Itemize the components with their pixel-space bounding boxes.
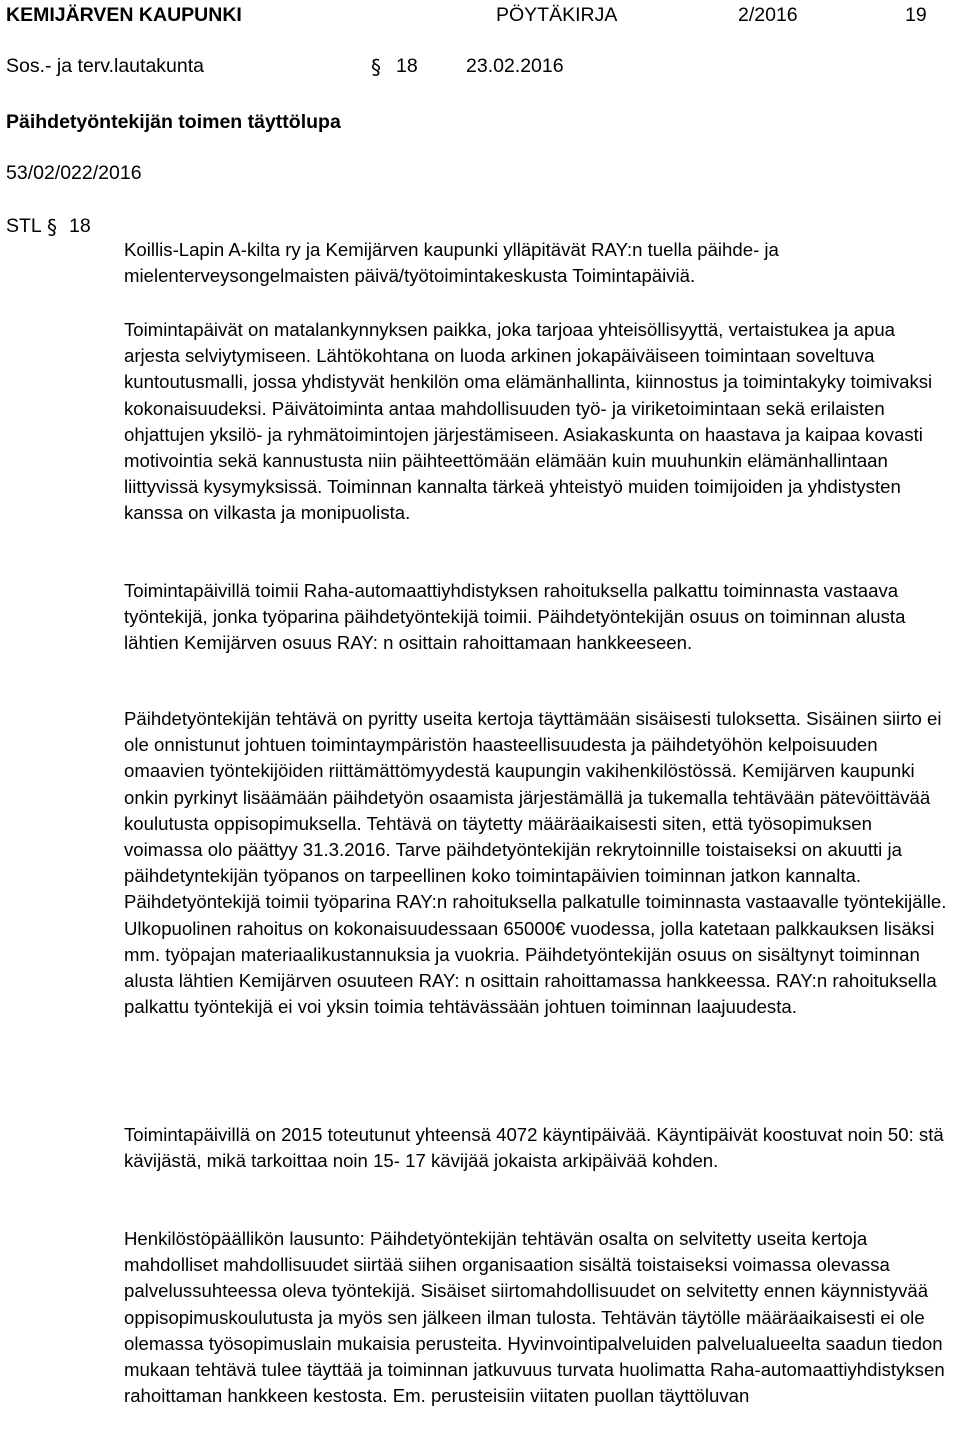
section-symbol: § <box>371 55 381 79</box>
document-number: 2/2016 <box>738 4 798 26</box>
paragraph-5: Toimintapäivillä on 2015 toteutunut yhteensä 4072 käyntipäivää. Käyntipäivät koostuvat noin 50: stä kävijästä, mikä tarkoittaa noin 15- 17 kävijää jokaista arkipäivää kohden. <box>124 1124 944 1172</box>
paragraph-6: Henkilöstöpäällikön lausunto: Päihdetyöntekijän tehtävän osalta on selvitetty useita kertoja mahdolliset mahdollisuudet siirtää siihen organisaation sisältä toistaiseksi voimassa olevassa palvelussuhteessa oleva työntekijä. Sisäiset siirtomahdollisuudet on selvitetty ennen käynnistyvää oppisopimuskoulutusta ja myös sen jälkeen ilman tulosta. Tehtävän täytölle määräaikaisesti ei ole olemassa työsopimuslain mukaisia perusteita. Hyvinvointipalveluiden palvelualueelta saadun tiedon mukaan tehtävä tulee täyttää ja toiminnan jatkuvuus turvata huolimatta Raha-automaattiyhdistyksen rahoittaman hankkeen kestosta. Em. perusteisiin viitaten puollan täyttöluvan <box>124 1228 945 1407</box>
page-number: 19 <box>905 4 927 26</box>
meeting-date: 23.02.2016 <box>466 55 564 77</box>
stl-section-number: 18 <box>69 215 91 237</box>
committee-name: Sos.- ja terv.lautakunta <box>6 55 204 77</box>
item-title: Päihdetyöntekijän toimen täyttölupa <box>6 111 341 133</box>
document-type: PÖYTÄKIRJA <box>496 4 618 26</box>
paragraph-1: Koillis-Lapin A-kilta ry ja Kemijärven kaupunki ylläpitävät RAY:n tuella päihde- ja mielenterveysongelmaisten päivä/työtoimintakeskusta Toimintapäiviä. <box>124 239 779 287</box>
paragraph-3: Toimintapäivillä toimii Raha-automaattiyhdistyksen rahoituksella palkattu toiminnasta vastaava työntekijä, jonka työparina päihdetyöntekijä toimii. Päihdetyöntekijän osuus on toiminnan alusta lähtien Kemijärven osuus RAY: n osittain rahoittamaan hankkeeseen. <box>124 580 906 654</box>
stl-section-symbol: § <box>47 215 57 239</box>
stl-label: STL <box>6 215 42 237</box>
paragraph-2: Toimintapäivät on matalankynnyksen paikka, joka tarjoaa yhteisöllisyyttä, vertaistukea ja apua arjesta selviytymiseen. Lähtökohtana on luoda arkinen jokapäiväiseen toimintaan soveltuva kuntoutusmalli, jossa yhdistyvät henkilön oma elämänhallinta, kiinnostus ja toimintakyky toimivaksi kokonaisuudeksi. Päivätoiminta antaa mahdollisuuden työ- ja viriketoimintaan sekä erilaisten ohjattujen yksilö- ja ryhmätoimintojen järjestämiseen. Asiakaskunta on haastava ja kaipaa kovasti motivointia sekä kannustusta niin päihteettömään elämään kuin muuhunkin elämänhallintaan liittyvissä kysymyksissä. Toiminnan kannalta tärkeä yhteistyö muiden toimijoiden ja yhdistysten kanssa on vilkasta ja monipuolista. <box>124 319 933 524</box>
record-number: 53/02/022/2016 <box>6 162 142 184</box>
section-number: 18 <box>396 55 418 77</box>
organization-name: KEMIJÄRVEN KAUPUNKI <box>6 4 242 26</box>
paragraph-4: Päihdetyöntekijän tehtävä on pyritty useita kertoja täyttämään sisäisesti tuloksetta. Sisäinen siirto ei ole onnistunut johtuen toimintaympäristön haasteellisuudesta ja päihdetyöhön kelpoisuuden omaavien työntekijöiden riittämättömyydestä kaupungin vakihenkilöstössä. Kemijärven kaupunki onkin pyrkinyt lisäämään päihdetyön osaamista järjestämällä ja tukemalla tehtävään pätevöittävää koulutusta oppisopimuksella. Tehtävä on täytetty määräaikaisesti siten, että työsopimuksen voimassa olo päättyy 31.3.2016. Tarve päihdetyöntekijän rekrytoinnille toistaiseksi on akuutti ja päihdetyntekijän työpanos on tarpeellinen koko toimintapäivien toiminnan jatkon kannalta. Päihdetyöntekijä toimii työparina RAY:n rahoituksella palkatulle toiminnasta vastaavalle työntekijälle. Ulkopuolinen rahoitus on kokonaisuudessaan 65000€ vuodessa, jolla katetaan palkkauksen lisäksi mm. työpajan materiaalikustannuksia ja vuokria. Päihdetyöntekijän osuus on sisältynyt toiminnan alusta lähtien Kemijärven osuuteen RAY: n osittain rahoittamassa hankkeessa. RAY:n rahoituksella palkattu työntekijä ei voi yksin toimia tehtävässään johtuen toiminnan laajuudesta. <box>124 708 947 1018</box>
